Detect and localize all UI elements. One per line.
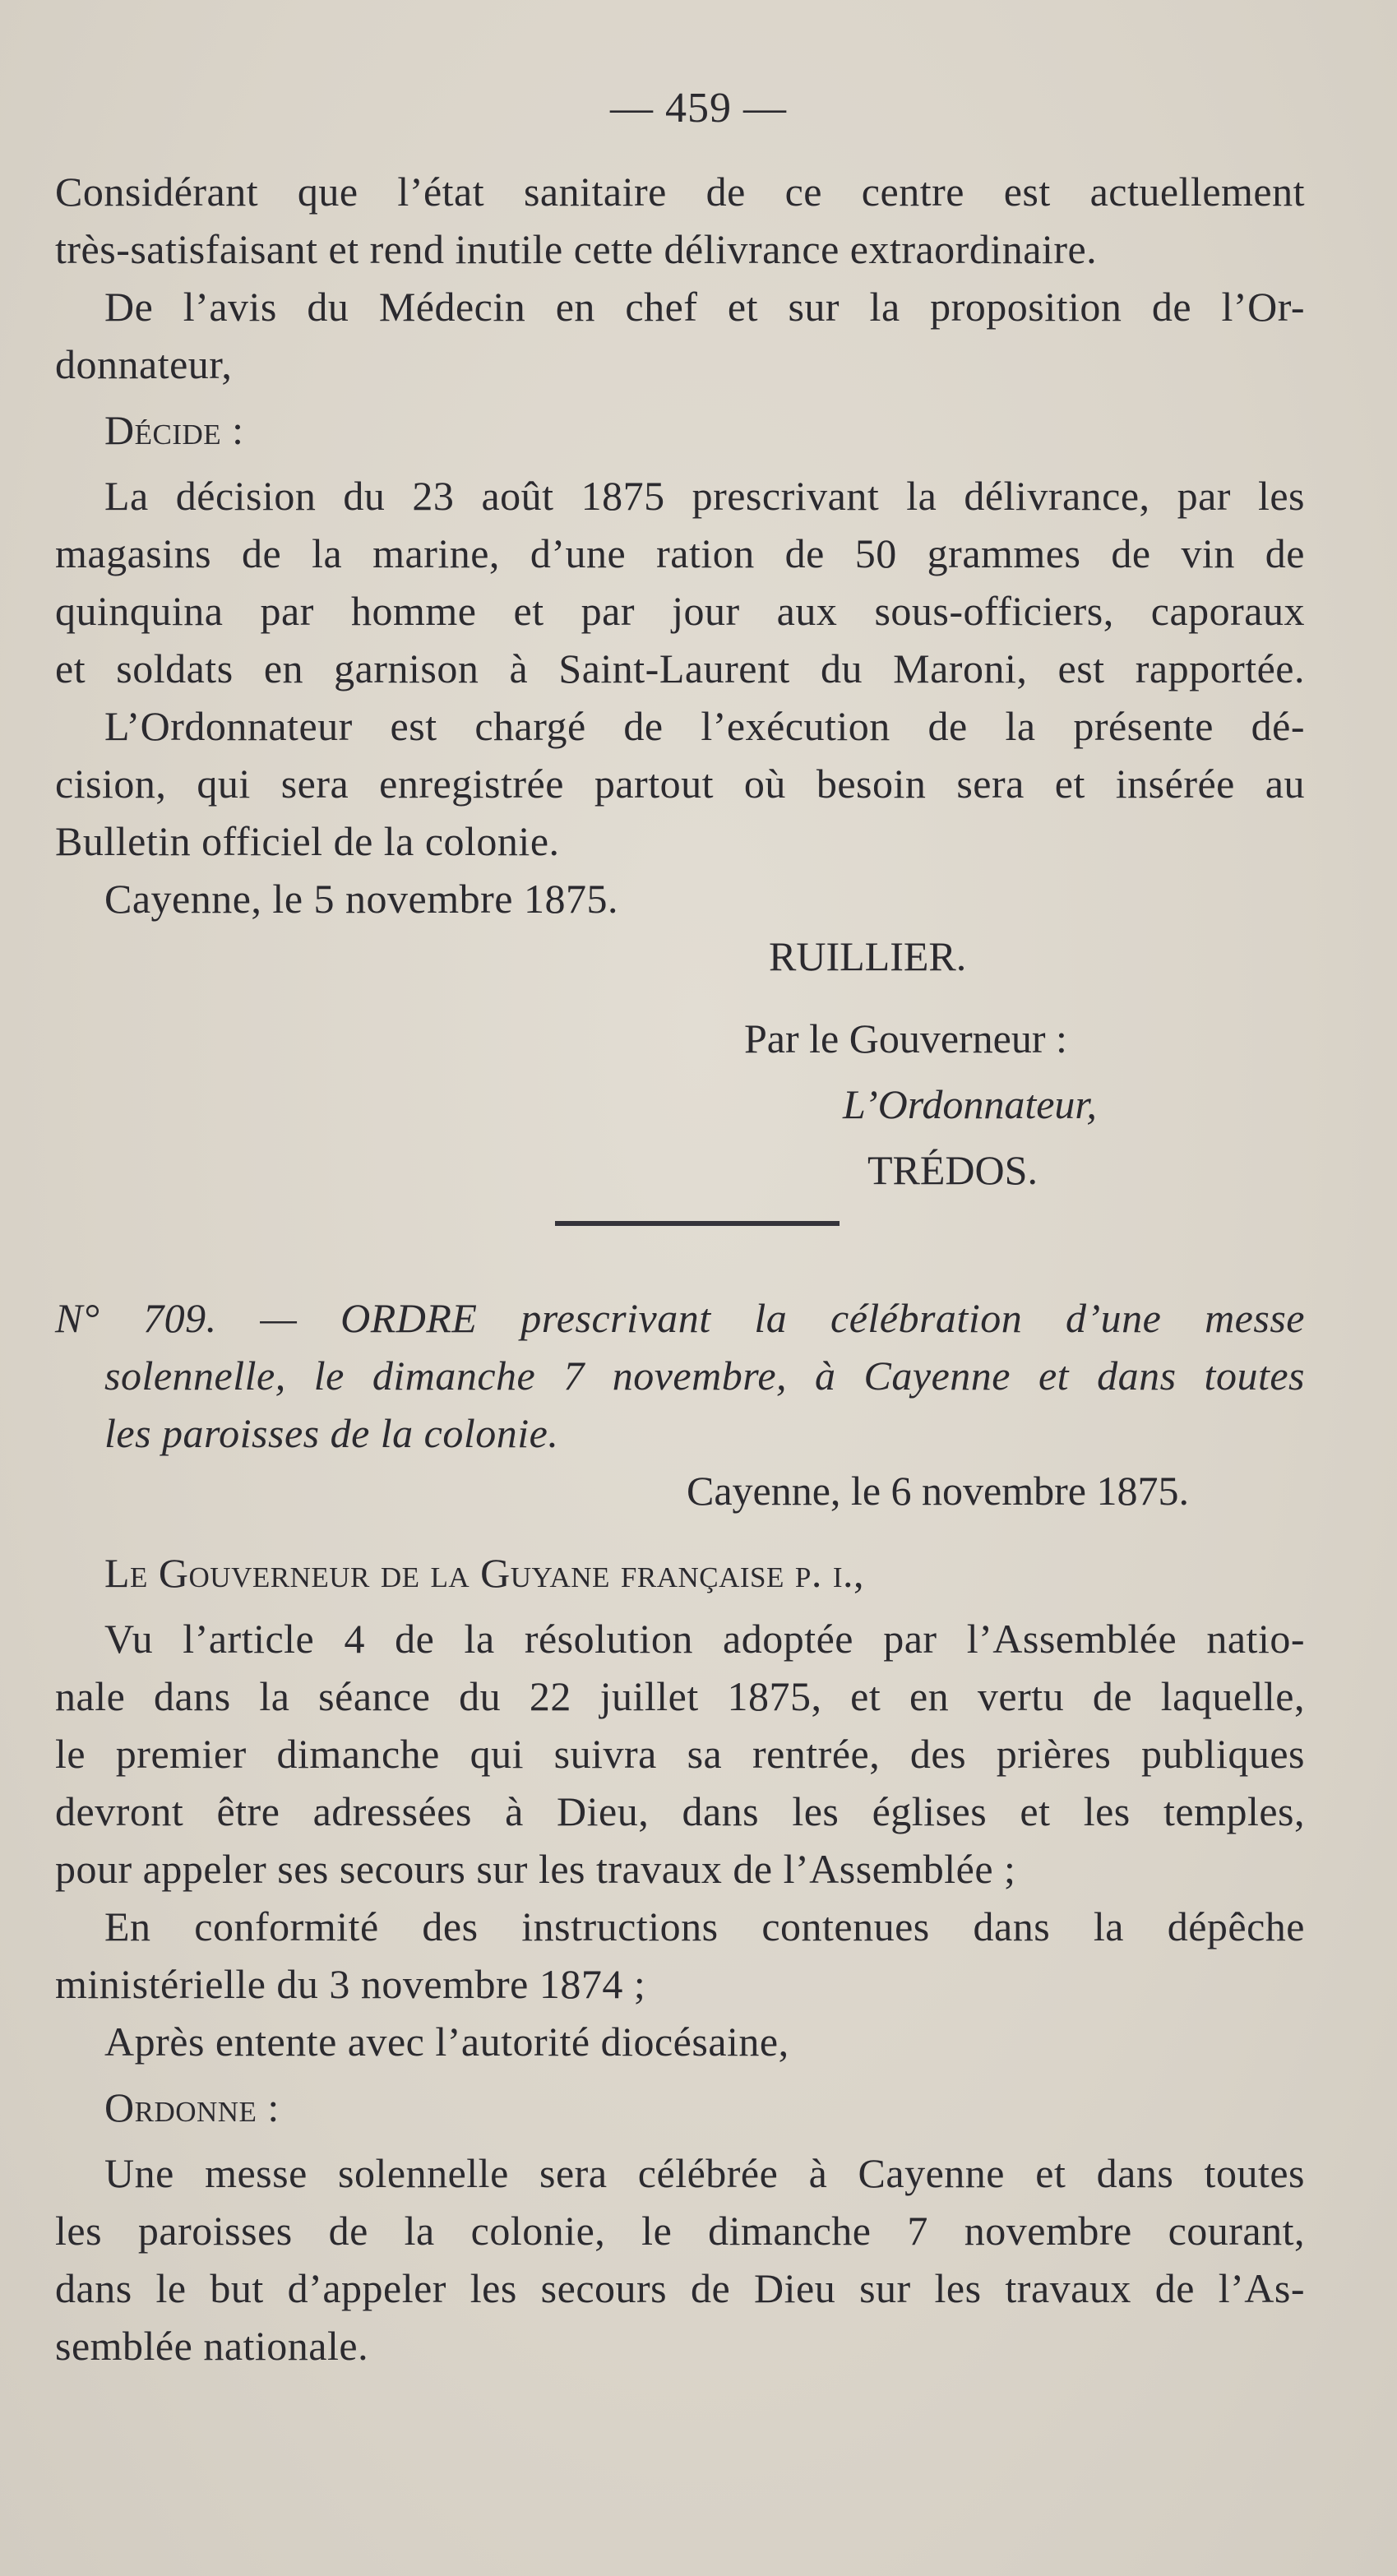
order-date: Cayenne, le 6 novembre 1875. [687,1468,1189,1514]
governor-signature: RUILLIER. [769,933,967,979]
order-line: Une messe solennelle sera célébrée à Cayenne et dans toutes [104,2150,1305,2196]
decision-line: très-satisfaisant et rend inutile cette délivrance extraordinaire. [55,226,1098,272]
order-line: nale dans la séance du 22 juillet 1875, et en vertu de laquelle, [55,1673,1305,1719]
order-heading-line: les paroisses de la colonie. [104,1410,559,1456]
order-line: ministérielle du 3 novembre 1874 ; [55,1961,646,2007]
decision-line: quinquina par homme et par jour aux sous-officiers, caporaux [55,588,1305,634]
page-number: — 459 — [610,85,787,132]
decision-line: Bulletin officiel de la colonie. [55,818,560,864]
order-line: Après entente avec l’autorité diocésaine, [104,2019,789,2065]
decision-line: magasins de la marine, d’une ration de 50 grammes de vin de [55,530,1305,576]
decision-line: De l’avis du Médecin en chef et sur la proposition de l’Or- [104,284,1305,330]
decision-line: donnateur, [55,341,233,387]
order-line: devront être adressées à Dieu, dans les églises et les temples, [55,1788,1305,1834]
order-line: Vu l’article 4 de la résolution adoptée par l’Assemblée natio- [104,1616,1305,1662]
order-heading-line: solennelle, le dimanche 7 novembre, à Cayenne et dans toutes [104,1353,1305,1399]
decision-line: cision, qui sera enregistrée partout où besoin sera et insérée au [55,761,1305,807]
order-heading-line: N° 709. — ORDRE prescrivant la célébration d’une messe [55,1295,1305,1341]
decision-line: Considérant que l’état sanitaire de ce centre est actuellement [55,169,1305,215]
decision-date: Cayenne, le 5 novembre 1875. [104,876,618,922]
decision-line: La décision du 23 août 1875 prescrivant la délivrance, par les [104,473,1305,519]
ordonnateur-name: TRÉDOS. [867,1147,1038,1193]
decision-verb: Décide : [104,407,244,453]
order-line: Le Gouverneur de la Guyane française p. i., [104,1550,864,1596]
ordonnateur-title: L’Ordonnateur, [843,1081,1097,1127]
order-line: le premier dimanche qui suivra sa rentrée, des prières publiques [55,1731,1305,1777]
section-divider [555,1221,840,1226]
order-verb: Ordonne : [104,2084,280,2130]
by-governor-line: Par le Gouverneur : [744,1015,1067,1061]
order-line: semblée nationale. [55,2323,369,2369]
order-line: pour appeler ses secours sur les travaux de l’Assemblée ; [55,1846,1016,1892]
decision-line: L’Ordonnateur est chargé de l’exécution de la présente dé- [104,703,1305,749]
decision-line: et soldats en garnison à Saint-Laurent du Maroni, est rapportée. [55,645,1305,691]
order-line: les paroisses de la colonie, le dimanche 7 novembre courant, [55,2208,1305,2254]
order-line: En conformité des instructions contenues dans la dépêche [104,1903,1305,1949]
order-line: dans le but d’appeler les secours de Dieu sur les travaux de l’As- [55,2265,1305,2311]
